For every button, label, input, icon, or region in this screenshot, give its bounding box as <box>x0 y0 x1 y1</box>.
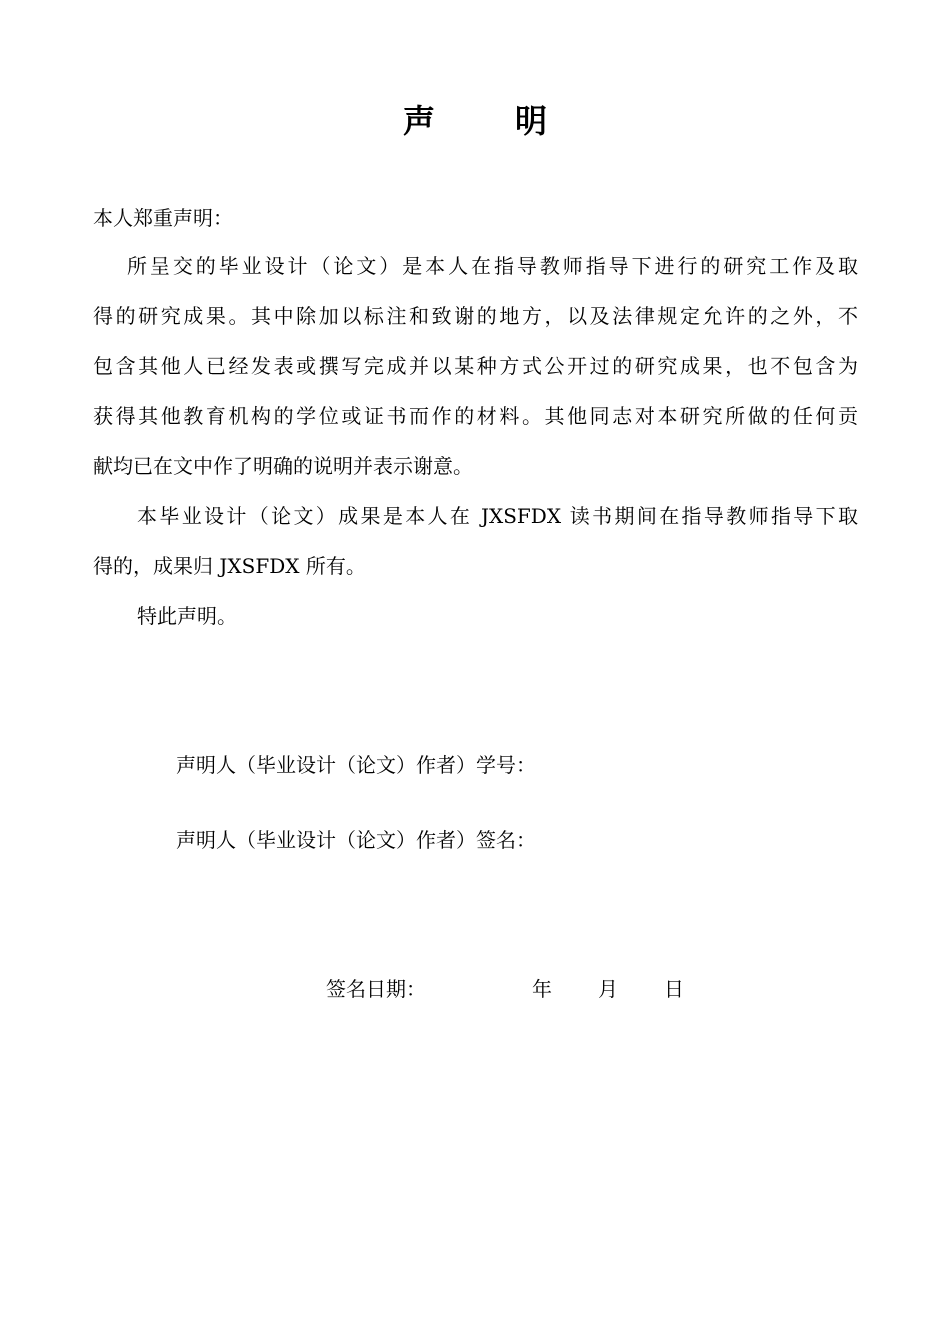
title-char-1: 声 <box>402 102 435 140</box>
signature-label: 声明人（毕业设计（论文）作者）签名： <box>176 828 536 852</box>
date-month: 月 <box>598 977 618 1001</box>
student-id-label: 声明人（毕业设计（论文）作者）学号： <box>176 753 536 777</box>
date-year: 年 <box>532 977 552 1001</box>
para1-line-4: 获得其他教育机构的学位或证书而作的材料。其他同志对本研究所做的任何贡 <box>93 404 858 428</box>
para1-line-1: 所呈交的毕业设计（论文）是本人在指导教师指导下进行的研究工作及取 <box>127 254 858 278</box>
para1-line-3: 包含其他人已经发表或撰写完成并以某种方式公开过的研究成果，也不包含为 <box>93 354 858 378</box>
closing-line: 特此声明。 <box>137 604 237 628</box>
intro-line: 本人郑重声明： <box>93 206 233 230</box>
para1-line-2: 得的研究成果。其中除加以标注和致谢的地方，以及法律规定允许的之外，不 <box>93 304 858 328</box>
para2-line-1: 本毕业设计（论文）成果是本人在 JXSFDX 读书期间在指导教师指导下取 <box>137 504 858 528</box>
date-label: 签名日期： <box>326 977 426 1001</box>
para2-line-2: 得的，成果归 JXSFDX 所有。 <box>93 554 366 578</box>
para1-line-5: 献均已在文中作了明确的说明并表示谢意。 <box>93 454 473 478</box>
title-char-2: 明 <box>515 102 548 140</box>
date-day: 日 <box>664 977 684 1001</box>
signature-date-line <box>326 976 684 1002</box>
page-title <box>0 96 950 142</box>
